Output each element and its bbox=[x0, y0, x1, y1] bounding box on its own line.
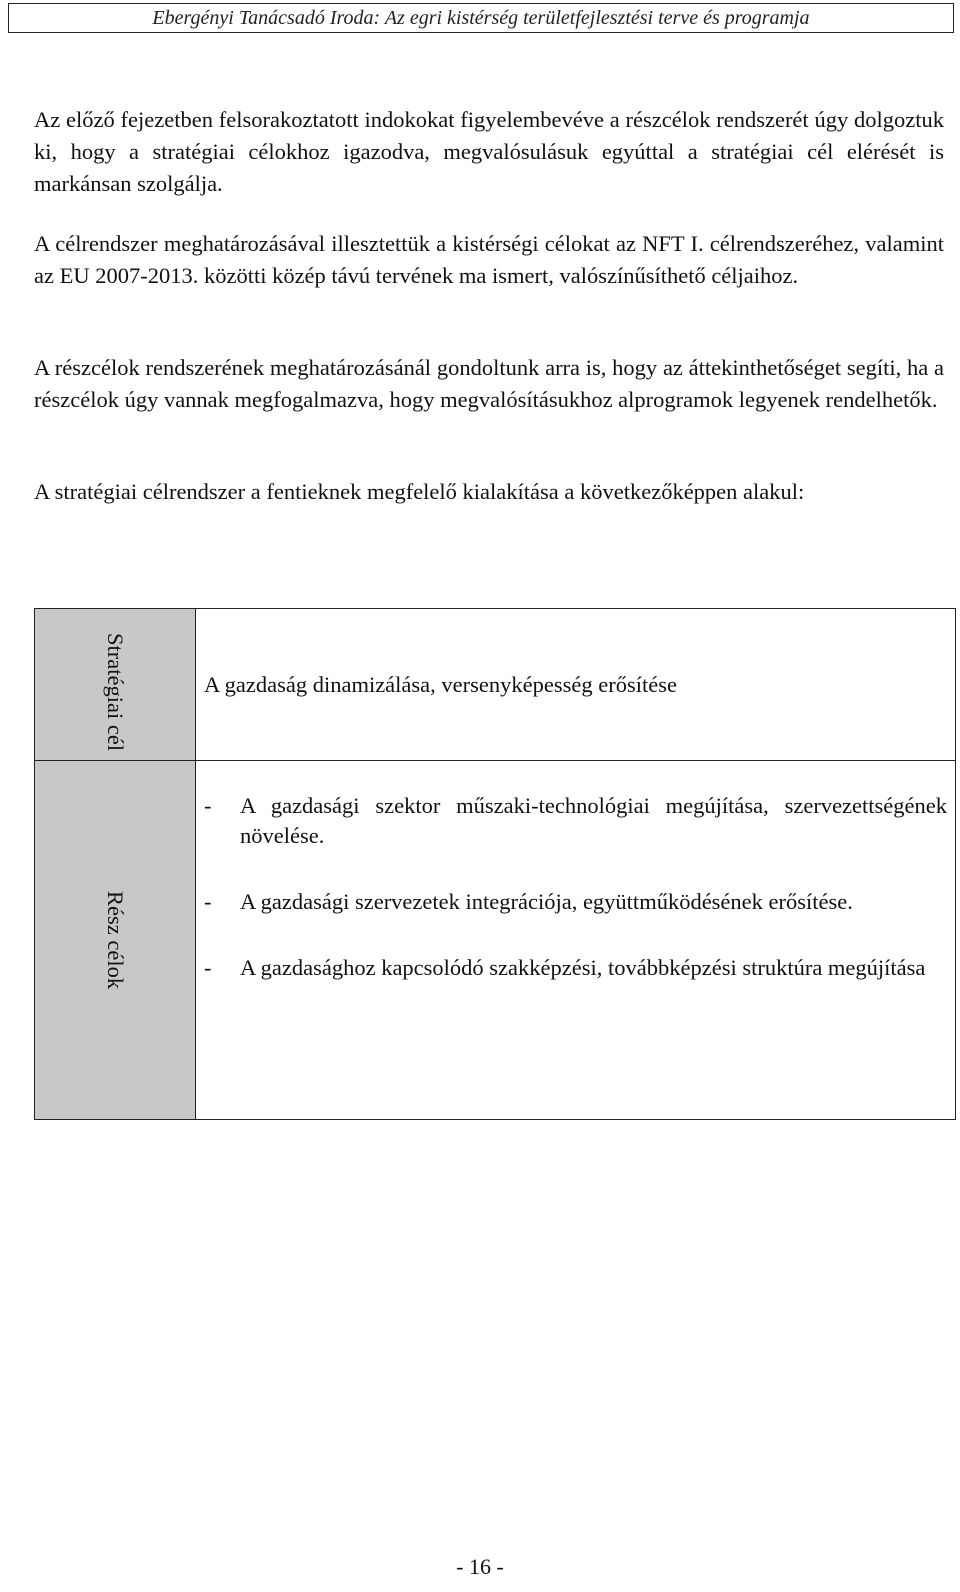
sub-goals-row bbox=[35, 761, 956, 1120]
sub-goal-item bbox=[204, 791, 947, 851]
sub-goals-label-cell bbox=[35, 761, 196, 1120]
sub-goals-cell bbox=[196, 761, 956, 1120]
page-number: - 16 - bbox=[456, 1554, 504, 1579]
goal-system-table bbox=[34, 608, 956, 1120]
paragraph-2: A célrendszer meghatározásával illesztettük a kistérségi célokat az NFT I. célrendszeréhez, valamint az EU 2007-2013. közötti közép távú tervének ma ismert, valószínűsíthető céljaihoz. bbox=[34, 231, 944, 288]
strategic-goal-label: Stratégiai cél bbox=[103, 633, 128, 752]
bullet-dash: - bbox=[204, 793, 212, 819]
sub-goals-list bbox=[196, 761, 955, 1119]
sub-goals-label: Rész célok bbox=[103, 891, 128, 990]
strategic-label-cell bbox=[35, 609, 196, 761]
bullet-dash: - bbox=[204, 955, 212, 981]
sub-goal-text: A gazdasághoz kapcsolódó szakképzési, továbbképzési struktúra megújítása bbox=[240, 955, 926, 981]
strategic-goal-row bbox=[35, 609, 956, 761]
sub-goal-item bbox=[204, 887, 947, 917]
running-header: Ebergényi Tanácsadó Iroda: Az egri kistérség területfejlesztési terve és programja bbox=[8, 3, 954, 33]
paragraph-4: A stratégiai célrendszer a fentieknek megfelelő kialakítása a következőképpen alakul: bbox=[34, 479, 805, 504]
sub-goal-text: A gazdasági szervezetek integrációja, együttműködésének erősítése. bbox=[240, 889, 853, 915]
sub-goal-item bbox=[204, 953, 947, 983]
paragraph-3: A részcélok rendszerének meghatározásánál gondoltunk arra is, hogy az áttekinthetőséget segíti, ha a részcélok úgy vannak megfogalmazva, hogy megvalósításukhoz alprogramok legyenek rendelhetők. bbox=[34, 355, 944, 412]
strategic-goal-text: A gazdaság dinamizálása, versenyképesség erősítése bbox=[196, 609, 956, 761]
paragraph-1: Az előző fejezetben felsorakoztatott indokokat figyelembevéve a részcélok rendszerét úgy dolgoztuk ki, hogy a stratégiai célokhoz igazodva, megvalósulásuk egyúttal a stratégiai cél elérését is markánsan szolgálja. bbox=[34, 107, 944, 196]
sub-goal-text: A gazdasági szektor műszaki-technológiai megújítása, szervezettségének növelése. bbox=[240, 793, 947, 849]
bullet-dash: - bbox=[204, 889, 212, 915]
